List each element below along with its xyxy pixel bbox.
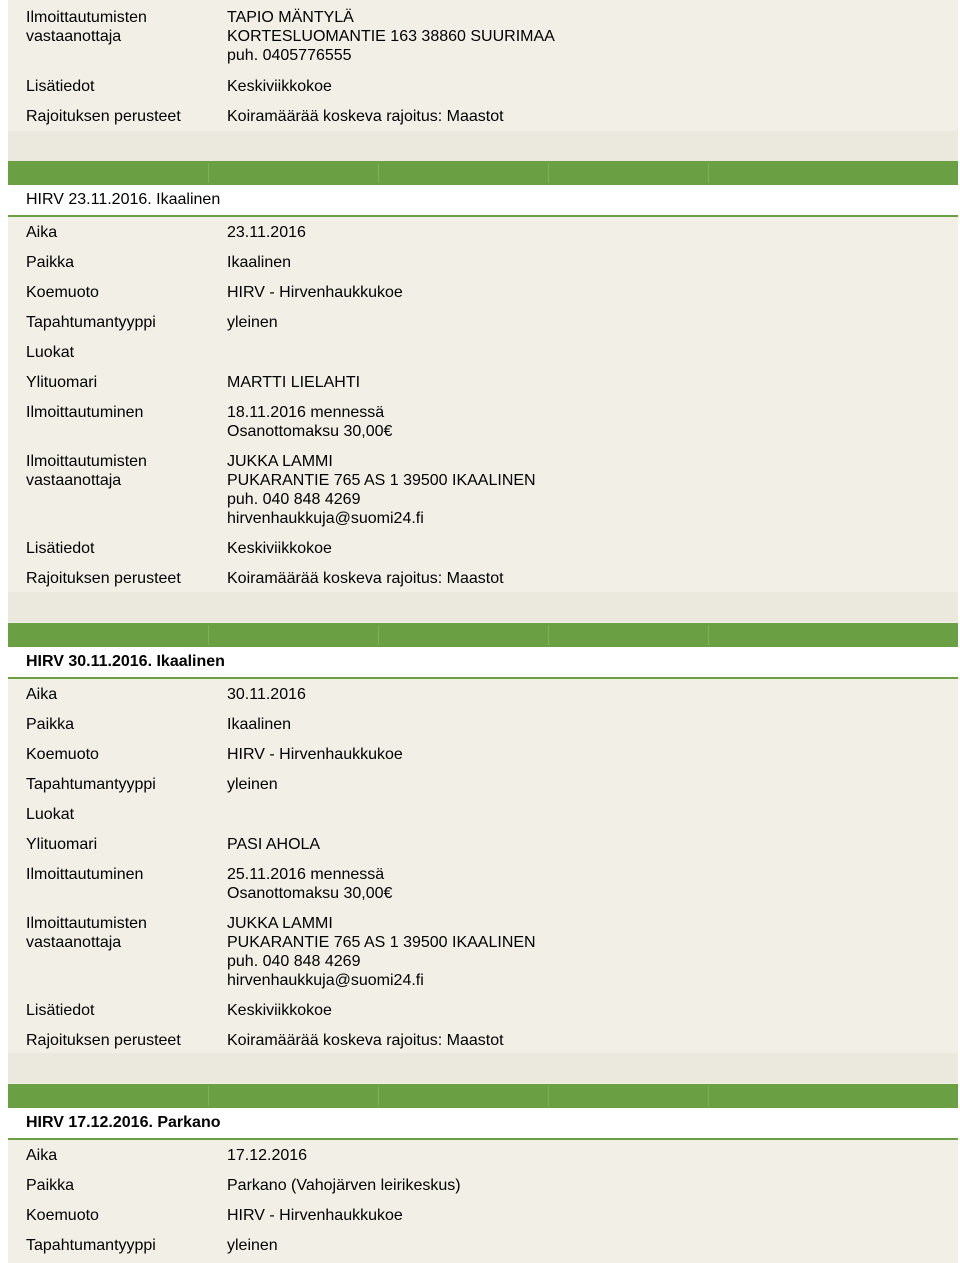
row-value: TAPIO MÄNTYLÄ: [227, 9, 354, 26]
info-row: [8, 373, 958, 392]
header-divider: [708, 1086, 709, 1106]
row-label: vastaanottaja: [26, 28, 122, 45]
row-label: Paikka: [26, 716, 75, 733]
row-label: Rajoituksen perusteet: [26, 108, 181, 125]
row-label: Aika: [26, 1147, 58, 1164]
info-row: [8, 569, 958, 588]
row-value: HIRV - Hirvenhaukkukoe: [227, 1207, 403, 1224]
row-value: Osanottomaksu 30,00€: [227, 423, 393, 440]
row-value: PASI AHOLA: [227, 836, 321, 853]
info-row: [8, 8, 958, 64]
info-row: [8, 685, 958, 704]
info-row: [8, 1206, 958, 1225]
event-header-bar: [8, 1084, 958, 1108]
row-value: Koiramäärää koskeva rajoitus: Maastot: [227, 108, 504, 125]
row-label: Lisätiedot: [26, 1002, 95, 1019]
row-label: Koemuoto: [26, 284, 99, 301]
section-separator: [8, 592, 958, 622]
row-value: PUKARANTIE 765 AS 1 39500 IKAALINEN: [227, 472, 536, 489]
info-row: [8, 865, 958, 903]
header-divider: [208, 163, 209, 183]
header-divider: [208, 1086, 209, 1106]
row-value: yleinen: [227, 314, 278, 331]
row-label: vastaanottaja: [26, 472, 122, 489]
row-value: Parkano (Vahojärven leirikeskus): [227, 1177, 461, 1194]
info-row: [8, 1236, 958, 1255]
row-label: Koemuoto: [26, 1207, 99, 1224]
event-title-row: [8, 185, 958, 217]
event-header-bar: [8, 161, 958, 185]
row-label: Aika: [26, 224, 58, 241]
info-row: [8, 223, 958, 242]
info-row: [8, 1001, 958, 1020]
info-row: [8, 805, 958, 824]
row-value: 17.12.2016: [227, 1147, 308, 1164]
row-label: vastaanottaja: [26, 934, 122, 951]
row-label: Ilmoittautumisten: [26, 9, 147, 26]
info-row: [8, 539, 958, 558]
header-divider: [708, 163, 709, 183]
row-label: Ilmoittautumisten: [26, 915, 147, 932]
row-label: Ylituomari: [26, 836, 98, 853]
header-divider: [378, 1086, 379, 1106]
info-row: [8, 715, 958, 734]
info-row: [8, 1176, 958, 1195]
row-label: Luokat: [26, 806, 75, 823]
event-listing-page: [8, 0, 958, 1263]
row-label: Paikka: [26, 1177, 75, 1194]
event-title: HIRV 30.11.2016. Ikaalinen: [26, 653, 225, 670]
row-label: Koemuoto: [26, 746, 99, 763]
event-title-row: [8, 647, 958, 679]
row-label: Lisätiedot: [26, 540, 95, 557]
row-value: yleinen: [227, 776, 278, 793]
row-value: Keskiviikkokoe: [227, 78, 332, 95]
row-value: PUKARANTIE 765 AS 1 39500 IKAALINEN: [227, 934, 536, 951]
event-title: HIRV 23.11.2016. Ikaalinen: [26, 191, 221, 208]
row-value: HIRV - Hirvenhaukkukoe: [227, 284, 403, 301]
row-value: 30.11.2016: [227, 686, 306, 703]
info-row: [8, 313, 958, 332]
row-value: puh. 040 848 4269: [227, 491, 361, 508]
row-value: Ikaalinen: [227, 254, 292, 271]
row-label: Tapahtumantyyppi: [26, 314, 156, 331]
info-row: [8, 283, 958, 302]
info-row: [8, 914, 958, 990]
info-row: [8, 343, 958, 362]
row-value: 25.11.2016 mennessä: [227, 866, 385, 883]
info-row: [8, 403, 958, 441]
event-title-row: [8, 1108, 958, 1140]
row-label: Aika: [26, 686, 58, 703]
header-divider: [548, 1086, 549, 1106]
info-row: [8, 77, 958, 97]
row-value: puh. 040 848 4269: [227, 953, 361, 970]
header-divider: [548, 625, 549, 645]
row-value: KORTESLUOMANTIE 163 38860 SUURIMAA: [227, 28, 555, 45]
row-label: Paikka: [26, 254, 75, 271]
row-value: MARTTI LIELAHTI: [227, 374, 361, 391]
header-divider: [548, 163, 549, 183]
row-value: JUKKA LAMMI: [227, 915, 333, 932]
row-label: Ilmoittautuminen: [26, 404, 144, 421]
row-value: Koiramäärää koskeva rajoitus: Maastot: [227, 570, 504, 587]
row-value: Keskiviikkokoe: [227, 1002, 332, 1019]
row-value: JUKKA LAMMI: [227, 453, 333, 470]
row-label: Luokat: [26, 344, 75, 361]
header-divider: [208, 625, 209, 645]
section-separator: [8, 131, 958, 161]
event-header-bar: [8, 623, 958, 647]
row-label: Ilmoittautumisten: [26, 453, 147, 470]
info-row: [8, 107, 958, 127]
row-label: Ylituomari: [26, 374, 98, 391]
row-value: Keskiviikkokoe: [227, 540, 332, 557]
row-value: hirvenhaukkuja@suomi24.fi: [227, 510, 424, 527]
row-value: Ikaalinen: [227, 716, 292, 733]
info-row: [8, 1146, 958, 1165]
row-label: Tapahtumantyyppi: [26, 1237, 156, 1254]
row-value: yleinen: [227, 1237, 278, 1254]
info-row: [8, 775, 958, 794]
row-label: Ilmoittautuminen: [26, 866, 144, 883]
row-label: Rajoituksen perusteet: [26, 570, 181, 587]
row-label: Lisätiedot: [26, 78, 95, 95]
row-label: Tapahtumantyyppi: [26, 776, 156, 793]
row-value: HIRV - Hirvenhaukkukoe: [227, 746, 403, 763]
row-label: Rajoituksen perusteet: [26, 1032, 181, 1049]
row-value: hirvenhaukkuja@suomi24.fi: [227, 972, 424, 989]
header-divider: [378, 625, 379, 645]
row-value: puh. 0405776555: [227, 47, 352, 64]
header-divider: [378, 163, 379, 183]
info-row: [8, 1031, 958, 1050]
row-value: Osanottomaksu 30,00€: [227, 885, 393, 902]
info-row: [8, 835, 958, 854]
info-row: [8, 452, 958, 528]
info-row: [8, 253, 958, 272]
event-title: HIRV 17.12.2016. Parkano: [26, 1114, 221, 1131]
info-row: [8, 745, 958, 764]
section-separator: [8, 1053, 958, 1083]
row-value: Koiramäärää koskeva rajoitus: Maastot: [227, 1032, 504, 1049]
header-divider: [708, 625, 709, 645]
row-value: 18.11.2016 mennessä: [227, 404, 385, 421]
row-value: 23.11.2016: [227, 224, 306, 241]
